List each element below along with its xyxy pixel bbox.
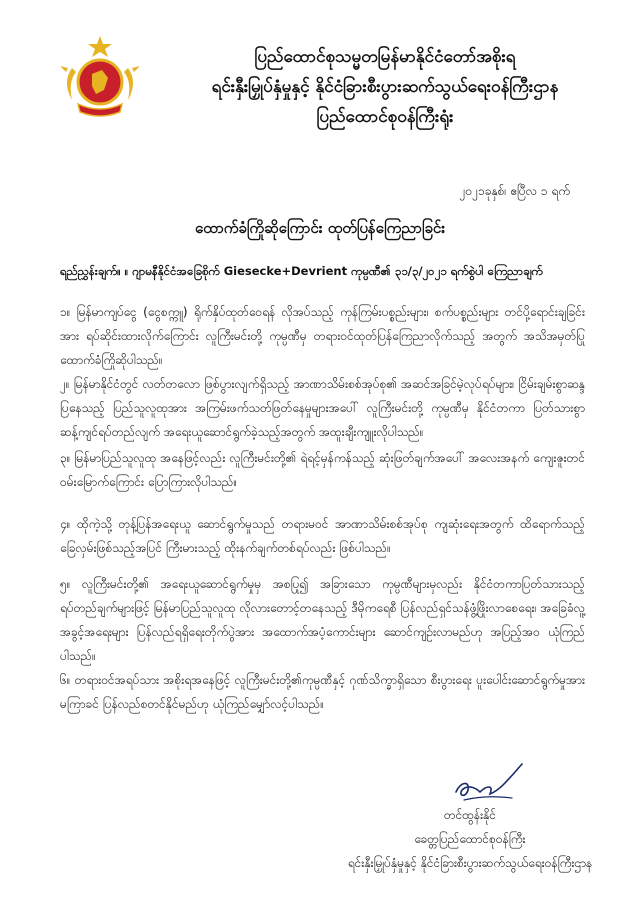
paragraph-3: ၃။ မြန်မာပြည်သူလူထု အနေဖြင့်လည်း လူကြီးမင်းတို့၏ ရဲရင့်မှန်ကန်သည့် ဆုံးဖြတ်ချက်အပေါ် အလေးအနက် ကျေးဇူးတင် ဝမ်းမြောက်ကြောင်း ပြောကြားလိုပါသည်။ (60, 451, 585, 489)
signatory-ministry: ရင်းနှီးမြှုပ်နှံမှုနှင့် နိုင်ငံခြားစီးပွားဆက်သွယ်ရေးဝန်ကြီးဌာန (347, 856, 593, 870)
state-emblem-icon (58, 34, 142, 118)
signatory-title: ခေတ္တပြည်ထောင်စုဝန်ကြီး (414, 832, 526, 846)
paragraph-2: ၂။ မြန်မာနိုင်ငံတွင် လတ်တလော ဖြစ်ပွားလျက်ရှိသည့် အာဏာသိမ်းစစ်အုပ်စု၏ အဆင်အခြင်မဲ့လုပ်ရပ်များ၊ ငြိမ်းချမ်းစွာဆန္ဒပြနေသည့် ပြည်သူလူထုအား အကြမ်းဖက်သတ်ဖြတ်နေမှုများအပေါ် လူကြီးမင်းတို့ ကုမ္ပဏီမှ နိုင်ငံတကာ ပြတ်သားစွာဆန့်ကျင်ရပ်တည်လျက် အရေးယူဆောင်ရွက်ခဲ့သည့်အတွက် အထူးချီးကျူးလိုပါသည်။ (60, 377, 585, 439)
paragraph-1: ၁။ မြန်မာကျပ်ငွေ (ငွေစက္ကူ) ရိုက်နှိပ်ထုတ်ဝေရန် လိုအပ်သည့် ကုန်ကြမ်းပစ္စည်းများ၊ စက်ပစ္စည်းများ တင်ပို့ရောင်းချခြင်းအား ရပ်ဆိုင်းထားလိုက်ကြောင်း လူကြီးမင်းတို့ ကုမ္ပဏီမှ တရားဝင်ထုတ်ပြန်ကြေညာလိုက်သည့် အတွက် အသိအမှတ်ပြု ထောက်ခံကြိုဆိုပါသည်။ (60, 305, 585, 367)
paragraph-6: ၆။ တရားဝင်အရပ်သား အစိုးရအနေဖြင့် လူကြီးမင်းတို့၏ကုမ္ပဏီနှင့် ဂုဏ်သိက္ခာရှိသော စီးပွားရေး ပူးပေါင်းဆောင်ရွက်မှုအား မကြာခင် ပြန်လည်စတင်နိုင်မည်ဟု ယုံကြည်မျှော်လင့်ပါသည်။ (60, 673, 585, 711)
office-name: ပြည်ထောင်စုဝန်ကြီးရုံး (316, 107, 454, 127)
paragraph-5: ၅။ လူကြီးမင်းတို့၏ အရေးယူဆောင်ရွက်မှုမှ အစပြု၍ အခြားသော ကုမ္ပဏီများမှလည်း နိုင်ငံတကာပြတ်သားသည့် ရပ်တည်ချက်များဖြင့် မြန်မာပြည်သူလူထု လိုလားတောင့်တနေသည့် ဒီမိုကရေစီ ပြန်လည်ရှင်သန်ဖွံ့ဖြိုးလာစေရေး၊ အခြေခံလူ့အခွင့်အရေးများ ပြန်လည်ရရှိရေးတိုက်ပွဲအား အထောက်အပံ့ကောင်းများ ဆောင်ကျဉ်းလာမည်ဟု အပြည့်အဝ ယုံကြည်ပါသည်။ (60, 577, 585, 663)
signatory-name: တင်ထွန်းနိုင် (443, 808, 497, 822)
reference-line: ရည်ညွှန်းချက်။ ။ ဂျာမနီနိုင်ငံအခြေစိုက် Giesecke+Devrient ကုမ္ပဏီ၏ ၃၁/၃/၂၀၂၁ ရက်စွဲပါ ကြေညာချက် (60, 264, 543, 278)
handwritten-signature (450, 760, 530, 810)
ministry-name: ရင်းနှီးမြှုပ်နှံမှုနှင့် နိုင်ငံခြားစီးပွားဆက်သွယ်ရေးဝန်ကြီးဌာန (211, 77, 559, 97)
document-title: ထောက်ခံကြိုဆိုကြောင်း ထုတ်ပြန်ကြေညာခြင်း (194, 219, 446, 237)
government-name: ပြည်ထောင်စုသမ္မတမြန်မာနိုင်ငံတော်အစိုးရ (254, 47, 516, 67)
document-date: ၂၀၂၁ခုနှစ်၊ ဧပြီလ ၁ ရက် (459, 184, 570, 198)
letterhead (150, 42, 620, 132)
paragraph-4: ၄။ ထိုကဲ့သို့ တုန့်ပြန်အရေးယူ ဆောင်ရွက်မှုသည် တရားမဝင် အာဏာသိမ်းစစ်အုပ်စု ကျဆုံးရေးအတွက် ထိရောက်သည့် ခြေလှမ်းဖြစ်သည့်အပြင် ကြီးမားသည့် ထိုးနက်ချက်တစ်ရပ်လည်း ဖြစ်ပါသည်။ (60, 517, 585, 555)
